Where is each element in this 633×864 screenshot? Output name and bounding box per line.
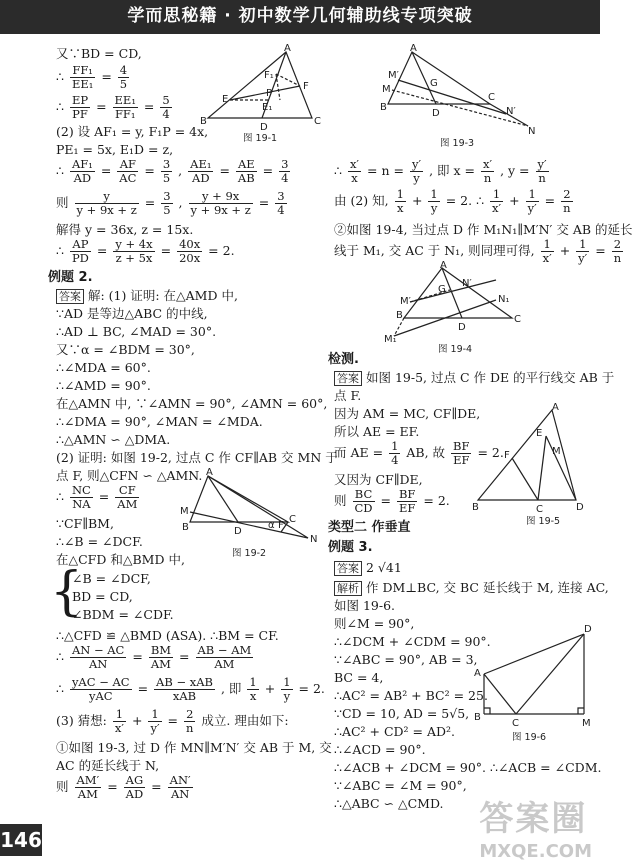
label-Np: N′ bbox=[506, 106, 516, 117]
num: 1 bbox=[391, 439, 399, 453]
den: EF bbox=[399, 501, 416, 515]
text-line: 则∠M = 90°, bbox=[334, 616, 415, 631]
num: AF₁ bbox=[71, 157, 93, 171]
num: BF bbox=[453, 439, 470, 453]
figure-caption: 图 19-5 bbox=[526, 516, 561, 527]
symbol: ∴ bbox=[334, 163, 342, 178]
den: AB bbox=[237, 171, 255, 185]
symbol: ∴ bbox=[56, 243, 64, 258]
den: y′ bbox=[527, 201, 537, 215]
formula-line bbox=[56, 774, 195, 801]
text: = 2. ∴ bbox=[445, 193, 485, 208]
symbol: = 2. bbox=[477, 445, 504, 460]
label-D: D bbox=[432, 108, 440, 119]
num: 3 bbox=[277, 189, 285, 203]
den: 20x bbox=[179, 251, 201, 265]
formula-line bbox=[56, 190, 289, 217]
num: FF₁ bbox=[70, 64, 95, 78]
symbol: 则 bbox=[56, 779, 69, 794]
num: AB − xAB bbox=[156, 675, 213, 689]
label-A: A bbox=[474, 668, 481, 679]
text-line: 在△CFD 和△BMD 中, bbox=[56, 552, 185, 567]
formula-line bbox=[56, 484, 141, 511]
num: 1 bbox=[541, 238, 554, 252]
num: 1 bbox=[396, 187, 404, 201]
text: AB, 故 bbox=[406, 445, 446, 460]
text-line: 点 F. bbox=[334, 388, 362, 403]
figure-caption: 图 19-4 bbox=[438, 344, 473, 355]
symbol: = bbox=[595, 243, 606, 258]
text-line: ①如图 19-3, 过 D 作 MN∥M′N′ 交 AB 于 M, 交 bbox=[56, 740, 332, 755]
text: 由 (2) 知, bbox=[334, 193, 389, 208]
symbol: = bbox=[96, 243, 108, 258]
symbol: 则 bbox=[56, 195, 69, 210]
den: n bbox=[538, 171, 546, 185]
num: 40x bbox=[179, 237, 201, 251]
den: AD bbox=[73, 171, 92, 185]
answer-box: 答案 bbox=[56, 289, 84, 304]
label-F: F bbox=[278, 520, 284, 531]
den: EF bbox=[453, 453, 470, 467]
label-C: C bbox=[314, 116, 321, 127]
symbol: = bbox=[137, 681, 149, 696]
text-line: 如图 19-6. bbox=[334, 598, 396, 613]
formula-line bbox=[56, 238, 235, 265]
num: AM′ bbox=[76, 773, 100, 787]
den: x′ bbox=[542, 251, 552, 265]
label-Mp: M′ bbox=[400, 296, 411, 307]
label-M: M bbox=[180, 506, 189, 517]
text-line: ∴AC² = AB² + BC² = 25. bbox=[334, 688, 488, 703]
den: x′ bbox=[114, 721, 124, 735]
text-line: ∴△AMN ∽ △DMA. bbox=[56, 432, 171, 447]
den: CD bbox=[354, 501, 373, 515]
symbol: ∴ bbox=[56, 99, 64, 114]
label-F1: F₁ bbox=[264, 70, 274, 81]
den: y + 9x + z bbox=[190, 203, 251, 217]
label-B: B bbox=[182, 522, 189, 533]
answer-box: 答案 bbox=[334, 561, 362, 576]
label-G: G bbox=[438, 284, 446, 295]
den: z + 5x bbox=[115, 251, 153, 265]
num: AN′ bbox=[169, 773, 191, 787]
den: 4 bbox=[277, 203, 285, 217]
num: AF bbox=[117, 158, 138, 172]
figure-caption: 图 19-1 bbox=[243, 133, 278, 144]
text-line: ∴∠AMD = 90°. bbox=[56, 378, 151, 393]
den: AM bbox=[117, 497, 138, 511]
label-F: F bbox=[303, 81, 309, 92]
symbol: ∴ bbox=[56, 69, 64, 84]
den: AM bbox=[150, 657, 171, 671]
watermark-logo-text: 答案圈 bbox=[479, 799, 588, 839]
num: EP bbox=[71, 93, 89, 107]
symbol: = bbox=[107, 779, 118, 794]
den: 4 bbox=[281, 171, 289, 185]
den: x′ bbox=[492, 201, 502, 215]
symbol: , bbox=[178, 195, 183, 210]
den: n bbox=[563, 201, 571, 215]
den: n bbox=[613, 251, 622, 265]
num: AG bbox=[124, 774, 146, 788]
analysis-box: 解析 bbox=[334, 581, 362, 596]
num: 5 bbox=[162, 93, 170, 107]
formula-line bbox=[334, 158, 551, 185]
den: AM bbox=[214, 657, 235, 671]
label-G: G bbox=[430, 78, 438, 89]
symbol: = bbox=[143, 99, 155, 114]
formula-line bbox=[334, 238, 625, 265]
section-heading: 类型二 作垂直 bbox=[328, 520, 411, 535]
symbol: + bbox=[559, 243, 571, 258]
num: AB − AM bbox=[197, 643, 252, 657]
text-line bbox=[334, 580, 609, 596]
num: 3 bbox=[163, 189, 171, 203]
page-header bbox=[0, 0, 600, 34]
text-line: ∴∠ACB + ∠DCM = 90°. ∴∠ACB = ∠CDM. bbox=[334, 760, 602, 775]
num: 2 bbox=[561, 188, 572, 202]
text-line: ∴∠B = ∠DCF. bbox=[56, 534, 143, 549]
watermark-url: MXQE.COM bbox=[479, 840, 592, 862]
label-P: P bbox=[266, 88, 273, 99]
den: n bbox=[483, 171, 492, 185]
label-E1: E₁ bbox=[262, 102, 273, 113]
figure-19-4 bbox=[380, 262, 540, 354]
text-line: ∠B = ∠DCF, bbox=[72, 571, 151, 586]
den: y bbox=[430, 201, 438, 215]
symbol: = bbox=[151, 779, 162, 794]
symbol: = 2. bbox=[208, 243, 235, 258]
num: 1 bbox=[490, 188, 503, 202]
text: , 即 bbox=[220, 681, 242, 696]
text: 而 AE = bbox=[334, 445, 384, 460]
answer-box: 答案 bbox=[334, 371, 362, 386]
num: 1 bbox=[113, 708, 126, 722]
den: x bbox=[249, 689, 257, 703]
text: 成立. 理由如下: bbox=[201, 713, 289, 728]
num: 2 bbox=[612, 238, 623, 252]
symbol: = bbox=[144, 163, 155, 178]
num: AE₁ bbox=[190, 157, 212, 171]
text: 2 √41 bbox=[365, 560, 402, 575]
symbol: ∴ bbox=[56, 489, 64, 504]
figure-19-5 bbox=[472, 404, 592, 526]
figure-19-6 bbox=[472, 622, 592, 744]
label-Mp: M′ bbox=[388, 70, 399, 81]
den: NA bbox=[72, 497, 91, 511]
den: y′ bbox=[150, 721, 160, 735]
formula-line bbox=[56, 94, 174, 121]
den: y′ bbox=[578, 251, 588, 265]
num: 1 bbox=[526, 188, 539, 202]
num: 4 bbox=[119, 63, 128, 77]
text-line: ∴∠ACD = 90°. bbox=[334, 742, 426, 757]
num: NC bbox=[71, 483, 91, 497]
formula-line bbox=[334, 188, 575, 215]
num: CF bbox=[115, 484, 139, 498]
text: 线于 M₁, 交 AC 于 N₁, 则同理可得, bbox=[334, 243, 535, 258]
label-C: C bbox=[536, 504, 543, 515]
text-line: BC = 4, bbox=[334, 670, 384, 685]
text-line: 点 F, 则△CFN ∽ △AMN. bbox=[56, 468, 203, 483]
text: 如图 19-5, 过点 C 作 DE 的平行线交 AB 于 bbox=[365, 370, 615, 385]
num: y′ bbox=[411, 157, 422, 171]
den: AN bbox=[170, 787, 190, 801]
num: y + 9x bbox=[189, 190, 253, 204]
text-line: ∵CD = 10, AD = 5√5, bbox=[334, 706, 470, 721]
symbol: = bbox=[167, 713, 179, 728]
section-heading: 检测. bbox=[328, 352, 359, 367]
num: 1 bbox=[576, 238, 589, 252]
symbol: = bbox=[219, 163, 230, 178]
den: AD bbox=[125, 787, 144, 801]
label-D: D bbox=[576, 502, 584, 513]
den: 5 bbox=[163, 203, 171, 217]
figure-19-3 bbox=[378, 44, 548, 154]
figure-19-1 bbox=[200, 44, 330, 144]
text-line: (2) 设 AF₁ = y, F₁P = 4x, bbox=[56, 124, 209, 139]
den: y bbox=[413, 171, 420, 185]
label-D: D bbox=[234, 526, 242, 537]
text-line: ∴△ABC ∽ △CMD. bbox=[334, 796, 444, 811]
formula-line bbox=[56, 158, 292, 185]
symbol: ∴ bbox=[56, 649, 64, 664]
den: 5 bbox=[162, 171, 171, 185]
label-D: D bbox=[260, 122, 268, 133]
num: y + 4x bbox=[115, 237, 153, 251]
text-line: 又∵α = ∠BDM = 30°, bbox=[56, 342, 195, 357]
label-M: M bbox=[552, 446, 561, 457]
formula-line bbox=[334, 488, 450, 515]
label-C: C bbox=[289, 514, 296, 525]
symbol: = bbox=[544, 193, 556, 208]
text: , y = bbox=[500, 163, 530, 178]
symbol: = bbox=[132, 649, 143, 664]
label-E: E bbox=[536, 428, 543, 439]
num: BM bbox=[150, 643, 172, 657]
text-line: ∵∠ABC = ∠M = 90°, bbox=[334, 778, 467, 793]
den: AN bbox=[88, 657, 108, 671]
den: FF₁ bbox=[114, 107, 136, 121]
label-M1: M₁ bbox=[384, 334, 397, 345]
label-A: A bbox=[206, 467, 213, 478]
label-N: N bbox=[310, 534, 318, 545]
num: x′ bbox=[349, 157, 360, 171]
label-C: C bbox=[512, 718, 519, 729]
label-M: M bbox=[582, 718, 591, 729]
example-heading: 例题 3. bbox=[328, 540, 373, 555]
text-line: 在△AMN 中, ∵∠AMN = 90°, ∠AMN = 60°, bbox=[56, 396, 328, 411]
den: AM bbox=[77, 787, 98, 801]
label-B: B bbox=[472, 502, 479, 513]
text-line: ∠BDM = ∠CDF. bbox=[72, 607, 174, 622]
text-line: 因为 AM = MC, CF∥DE, bbox=[334, 406, 481, 421]
symbol: = bbox=[160, 243, 172, 258]
brace: { bbox=[50, 562, 84, 622]
num: 3 bbox=[281, 157, 289, 171]
num: BF bbox=[398, 487, 416, 501]
label-B: B bbox=[474, 712, 481, 723]
text-line: 所以 AE = EF. bbox=[334, 424, 420, 439]
text-line bbox=[334, 370, 614, 386]
den: PD bbox=[71, 251, 89, 265]
symbol: = n = bbox=[367, 163, 404, 178]
text-line: AC 的延长线于 N, bbox=[56, 758, 160, 773]
label-A: A bbox=[440, 260, 447, 271]
text-line: ∴∠MDA = 60°. bbox=[56, 360, 151, 375]
figure-caption: 图 19-3 bbox=[440, 138, 475, 149]
figure-19-2 bbox=[176, 467, 326, 560]
num: BC bbox=[353, 488, 375, 502]
label-A: A bbox=[552, 402, 559, 413]
num: AP bbox=[70, 238, 91, 252]
symbol: = bbox=[101, 69, 112, 84]
label-B: B bbox=[396, 310, 403, 321]
den: PF bbox=[72, 107, 88, 121]
label-E: E bbox=[222, 94, 229, 105]
num: y′ bbox=[537, 157, 547, 171]
symbol: = 2. bbox=[298, 681, 325, 696]
num: yAC − AC bbox=[71, 675, 130, 689]
num: AN − AC bbox=[71, 643, 125, 657]
label-A: A bbox=[410, 43, 417, 54]
example-heading: 例题 2. bbox=[48, 270, 93, 285]
text-line: ∴△CFD ≌ △BMD (ASA). ∴BM = CF. bbox=[56, 628, 279, 643]
num: 1 bbox=[430, 187, 438, 201]
symbol: ∴ bbox=[56, 681, 64, 696]
label-N: N bbox=[528, 126, 536, 137]
text: (3) 猜想: bbox=[56, 713, 107, 728]
text: 解: (1) 证明: 在△AMD 中, bbox=[87, 288, 238, 303]
text: 作 DM⊥BC, 交 BC 延长线于 M, 连接 AC, bbox=[365, 580, 609, 595]
text-line: ∵AD 是等边△ABC 的中线, bbox=[56, 306, 208, 321]
text-line: 又因为 CF∥DE, bbox=[334, 472, 423, 487]
label-D: D bbox=[458, 322, 466, 333]
label-C: C bbox=[488, 92, 495, 103]
text-line: ∴AC² + CD² = AD². bbox=[334, 724, 456, 739]
text: , 即 x = bbox=[429, 163, 475, 178]
symbol: = bbox=[262, 163, 274, 178]
text-line: 又∵BD = CD, bbox=[56, 46, 142, 61]
text-line bbox=[56, 288, 238, 304]
text-line: ②如图 19-4, 当过点 D 作 M₁N₁∥M′N′ 交 AB 的延长 bbox=[334, 222, 633, 237]
label-B: B bbox=[200, 116, 207, 127]
num: x′ bbox=[482, 157, 493, 171]
den: AD bbox=[192, 171, 210, 185]
label-D: D bbox=[584, 624, 592, 635]
formula-line bbox=[56, 644, 255, 671]
den: EE₁ bbox=[71, 77, 94, 91]
text-line: (2) 证明: 如图 19-2, 过点 C 作 CF∥AB 交 MN 于 bbox=[56, 450, 338, 465]
num: y bbox=[75, 190, 139, 204]
label-alpha: α bbox=[268, 520, 275, 531]
den: y + 9x + z bbox=[76, 203, 137, 217]
label-F: F bbox=[504, 450, 510, 461]
num: AE bbox=[236, 158, 257, 172]
text-line: PE₁ = 5x, E₁D = z, bbox=[56, 142, 174, 157]
text-line: ∴AD ⊥ BC, ∠MAD = 30°. bbox=[56, 324, 217, 339]
num: 3 bbox=[162, 157, 171, 171]
symbol: = bbox=[144, 195, 156, 210]
symbol: , bbox=[178, 163, 183, 178]
den: 5 bbox=[119, 77, 128, 91]
label-M: M bbox=[382, 84, 391, 95]
symbol: = bbox=[258, 195, 270, 210]
figure-caption: 图 19-2 bbox=[232, 548, 267, 559]
text-line: ∵∠ABC = 90°, AB = 3, bbox=[334, 652, 478, 667]
text: 则 bbox=[334, 493, 347, 508]
label-C: C bbox=[514, 314, 521, 325]
text-line: BD = CD, bbox=[72, 589, 133, 604]
label-Np: N′ bbox=[462, 278, 472, 289]
figure-caption: 图 19-6 bbox=[512, 732, 547, 743]
text-line: 解得 y = 36x, z = 15x. bbox=[56, 222, 194, 237]
den: yAC bbox=[88, 689, 113, 703]
symbol: = bbox=[98, 489, 110, 504]
text-line: ∴∠DCM + ∠CDM = 90°. bbox=[334, 634, 491, 649]
den: y bbox=[283, 689, 291, 703]
den: x bbox=[397, 201, 404, 215]
text-line: ∵CF∥BM, bbox=[56, 516, 114, 531]
watermark bbox=[479, 798, 592, 863]
formula-line bbox=[56, 64, 131, 91]
den: xAB bbox=[172, 689, 197, 703]
symbol: + bbox=[131, 713, 143, 728]
den: x bbox=[351, 171, 358, 185]
formula-line bbox=[56, 676, 325, 703]
label-A: A bbox=[284, 43, 291, 54]
symbol: + bbox=[509, 193, 520, 208]
den: n bbox=[186, 721, 194, 735]
num: 1 bbox=[283, 675, 291, 689]
text-line bbox=[334, 560, 402, 576]
page-number-text: 146 bbox=[0, 827, 42, 852]
text-line: ∴∠DMA = 90°, ∠MAN = ∠MDA. bbox=[56, 414, 263, 429]
symbol: ∴ bbox=[56, 163, 64, 178]
symbol: + bbox=[411, 193, 423, 208]
num: 1 bbox=[148, 708, 161, 722]
symbol: = bbox=[96, 99, 107, 114]
header-title: 学而思秘籍 · 初中数学几何辅助线专项突破 bbox=[127, 6, 473, 27]
num: 1 bbox=[249, 675, 257, 689]
symbol: = bbox=[100, 163, 112, 178]
formula-line bbox=[56, 708, 289, 735]
num: 2 bbox=[184, 708, 195, 722]
symbol: = 2. bbox=[423, 493, 450, 508]
page-number bbox=[0, 824, 42, 856]
den: 4 bbox=[162, 107, 170, 121]
den: 4 bbox=[391, 453, 399, 467]
symbol: = bbox=[380, 493, 391, 508]
den: AC bbox=[119, 171, 137, 185]
label-N1: N₁ bbox=[498, 294, 510, 305]
symbol: + bbox=[264, 681, 276, 696]
label-B: B bbox=[380, 102, 387, 113]
num: EE₁ bbox=[114, 93, 136, 107]
symbol: = bbox=[179, 649, 190, 664]
